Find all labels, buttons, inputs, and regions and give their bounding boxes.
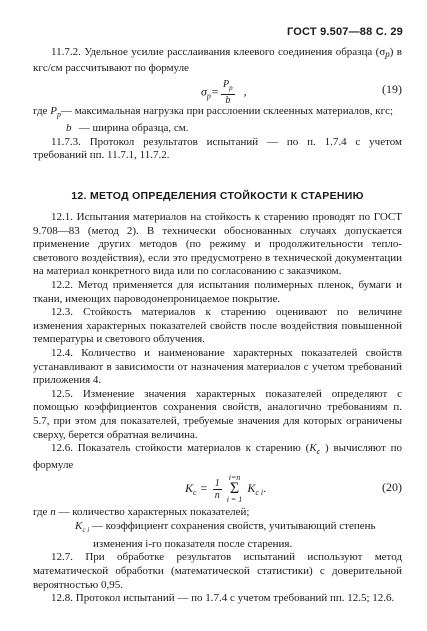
paragraph-12-8: 12.8. Протокол испытаний — по 1.7.4 с учетом требований пп. 12.5; 12.6. — [51, 592, 395, 605]
paragraph-12-6: 12.6. Показатель стойкости материалов к старению ($K_c$ ) вычисляют по формуле — [33, 442, 402, 471]
paragraph-12-5: 12.5. Изменение значения характерных показателей определяют с помощью коэффициентов сохранения свойств, аналогично требованиям п. 5.7, при этом для показателей, требуемые значения для которых ограничены сверху, берется обратная величина. — [33, 387, 402, 441]
paragraph-12-1: 12.1. Испытания материалов на стойкость к старению проводят по ГОСТ 9.708—83 (метод 2). В технически обоснованных случаях допускается применение других методов (по режиму и продолжительности тепло-светового воздействия), если это предусмотрено в технической документации на материал конкретного вида или по согласованию с заказчиком. — [33, 211, 402, 278]
section-12-title: 12. МЕТОД ОПРЕДЕЛЕНИЯ СТОЙКОСТИ К СТАРЕНИЮ — [71, 190, 364, 202]
definition-b: b — ширина образца, см. — [66, 121, 189, 134]
page-header: ГОСТ 9.507—88 С. 29 — [286, 26, 403, 38]
definition-P: где $P_р—$ максимальная нагрузка при расслоении склеенных материалов, кгс; — [33, 105, 394, 120]
definition-Kci: $K_{c i}$ — коэффициент сохранения свойств, учитывающий степень изменения i-го показателя после старения. — [75, 520, 376, 550]
equation-number-20: (20) — [382, 480, 402, 495]
formula-19: $\sigma_р=$ $\frac{P_р}{b}$ , (19) — [201, 79, 402, 107]
formula-20: $K_c$ = $\frac{1}{n}$ i=n Σ i = 1 $K_{c i}$. (20) — [185, 473, 402, 505]
paragraph-12-3: 12.3. Стойкость материалов к старению оценивают по величине изменения характерных показателей свойств после воздействия повышенной температуры и светового облучения. — [33, 306, 402, 346]
paragraph-12-2: 12.2. Метод применяется для испытания полимерных пленок, бумаги и ткани, имеющих пароводонепроницаемое покрытие. — [33, 278, 402, 305]
section-12 — [33, 190, 402, 204]
equation-number-19: (19) — [382, 82, 402, 97]
paragraph-12-7: 12.7. При обработке результатов испытаний используют метод математической обработки (математической статистики) с доверительной вероятностью 0,95. — [33, 551, 402, 591]
paragraph-11-7-2: 11.7.2. Удельное усилие расслаивания клеевого соединения образца (σр) в кгс/см рассчитывают по формуле — [33, 46, 402, 74]
section-12-body — [33, 211, 402, 606]
definition-n: где n — количество характерных показателей; — [33, 506, 250, 519]
section-11-7 — [33, 46, 402, 163]
paragraph-12-4: 12.4. Количество и наименование характерных показателей свойств устанавливают в зависимости от назначения материалов с учетом требований приложения 4. — [33, 346, 402, 387]
paragraph-11-7-3: 11.7.3. Протокол результатов испытаний — по п. 1.7.4 с учетом требований пп. 11.7.1, 11.7.2. — [33, 135, 402, 162]
